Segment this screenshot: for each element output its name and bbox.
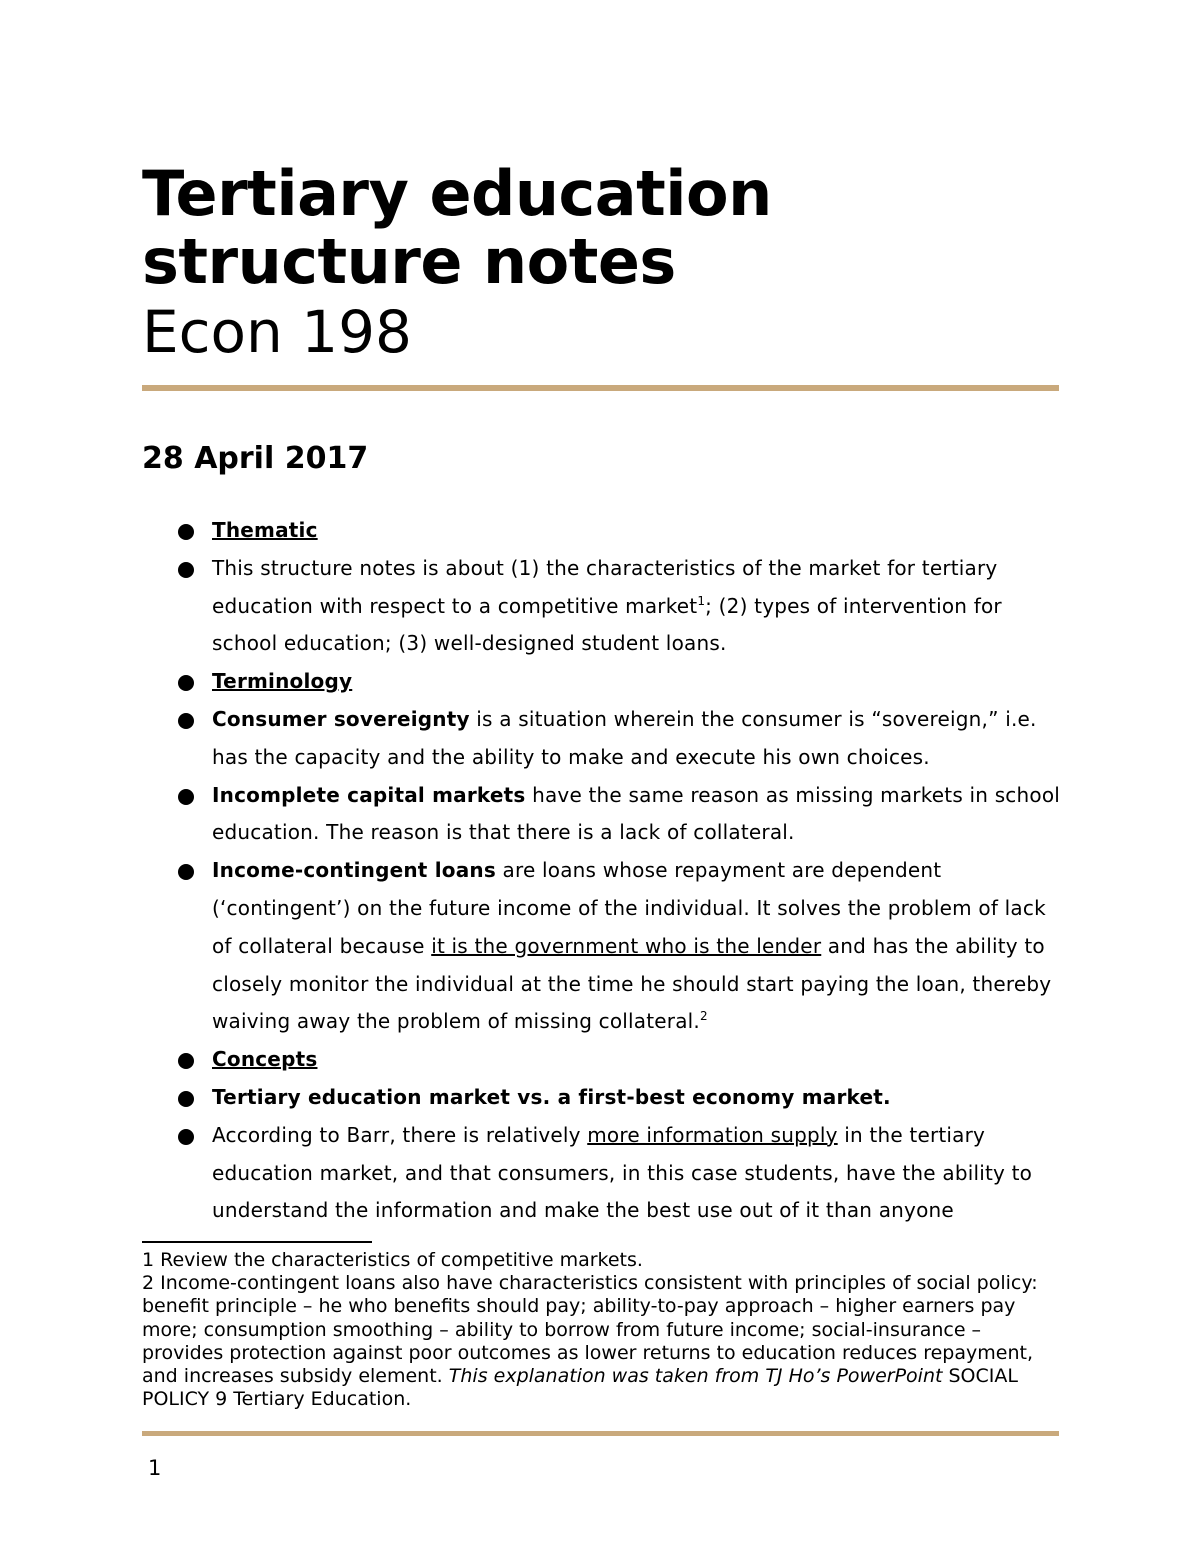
bullet-icon bbox=[178, 789, 194, 805]
footnote-1: 1 Review the characteristics of competitive markets. bbox=[142, 1249, 643, 1271]
term-label: Income-contingent loans bbox=[212, 858, 496, 883]
page-number: 1 bbox=[148, 1456, 162, 1480]
footnote-2-italic: This explanation was taken from TJ Ho’s PowerPoint bbox=[448, 1365, 943, 1388]
item-text: is a situation wherein the consumer is “sovereign,” i.e. has the capacity and the ability to make and execute his own choices. bbox=[212, 706, 1037, 769]
item-text: and has the ability to closely monitor the individual at the time he should start paying the loan, thereby waiving away the problem of missing collateral. bbox=[212, 933, 1052, 1034]
bullet-icon bbox=[178, 1129, 194, 1145]
section-heading-terminology: Terminology bbox=[212, 669, 353, 694]
term-label: Consumer sovereignty bbox=[212, 706, 470, 731]
footnote-ref-2[interactable]: 2 bbox=[699, 1009, 708, 1024]
concept-title: Tertiary education market vs. a first-best economy market. bbox=[212, 1084, 891, 1109]
underlined-phrase: more information supply bbox=[587, 1122, 838, 1147]
list-item bbox=[142, 512, 1062, 550]
notes-list bbox=[142, 512, 1062, 1230]
item-text: have the same reason as missing markets in school education. The reason is that there is a lack of collateral. bbox=[212, 782, 1061, 845]
header-divider bbox=[142, 385, 1059, 391]
list-item bbox=[142, 1117, 1062, 1230]
bullet-icon bbox=[178, 713, 194, 729]
bullet-icon bbox=[178, 524, 194, 540]
footnote-ref-1[interactable]: 1 bbox=[697, 593, 706, 608]
footnote-separator bbox=[142, 1241, 372, 1243]
list-item bbox=[142, 1041, 1062, 1079]
document-date: 28 April 2017 bbox=[142, 441, 369, 476]
bullet-icon bbox=[178, 1091, 194, 1107]
item-text: in the tertiary education market, and that consumers, in this case students, have the ability to understand the information and make the best use out of it than anyone bbox=[212, 1122, 1033, 1223]
footer-divider bbox=[142, 1431, 1059, 1436]
section-heading-thematic: Thematic bbox=[212, 518, 318, 542]
list-item bbox=[142, 852, 1062, 1041]
list-item bbox=[142, 663, 1062, 701]
bullet-icon bbox=[178, 1053, 194, 1069]
item-text: According to Barr, there is relatively bbox=[212, 1122, 588, 1147]
item-text: are loans whose repayment are dependent (‘contingent’) on the future income of the individual. It solves the problem of lack of collateral because bbox=[212, 858, 1046, 958]
term-label: Incomplete capital markets bbox=[212, 782, 526, 807]
bullet-icon bbox=[178, 675, 194, 691]
title-block bbox=[142, 157, 1062, 368]
item-text: ; (2) types of intervention for school education; (3) well-designed student loans. bbox=[212, 593, 1002, 656]
section-heading-concepts: Concepts bbox=[212, 1047, 318, 1072]
footnotes bbox=[142, 1249, 1062, 1411]
document-subtitle: Econ 198 bbox=[142, 298, 412, 366]
footnote-2 bbox=[142, 1272, 1062, 1411]
list-item bbox=[142, 550, 1062, 663]
list-item bbox=[142, 1079, 1062, 1117]
bullet-icon bbox=[178, 562, 194, 578]
document-title: Tertiary education structure notes bbox=[142, 157, 772, 298]
footnote-2-end: SOCIAL POLICY 9 Tertiary Education. bbox=[142, 1365, 1018, 1411]
item-text: This structure notes is about (1) the characteristics of the market for tertiary education with respect to a competitive market bbox=[212, 555, 998, 618]
underlined-phrase: it is the government who is the lender bbox=[431, 933, 822, 958]
list-item bbox=[142, 777, 1062, 853]
list-item bbox=[142, 701, 1062, 777]
bullet-icon bbox=[178, 864, 194, 880]
footnote-2-text: 2 Income-contingent loans also have characteristics consistent with principles of social policy: benefit principle – he who benefits should pay; ability-to-pay approach – higher earners pay more; consumption smoothing – ability to borrow from future income; social-insurance – provides protection against poor outcomes as lower returns to education reduces repayment, and increases subsidy element. bbox=[142, 1272, 1038, 1388]
